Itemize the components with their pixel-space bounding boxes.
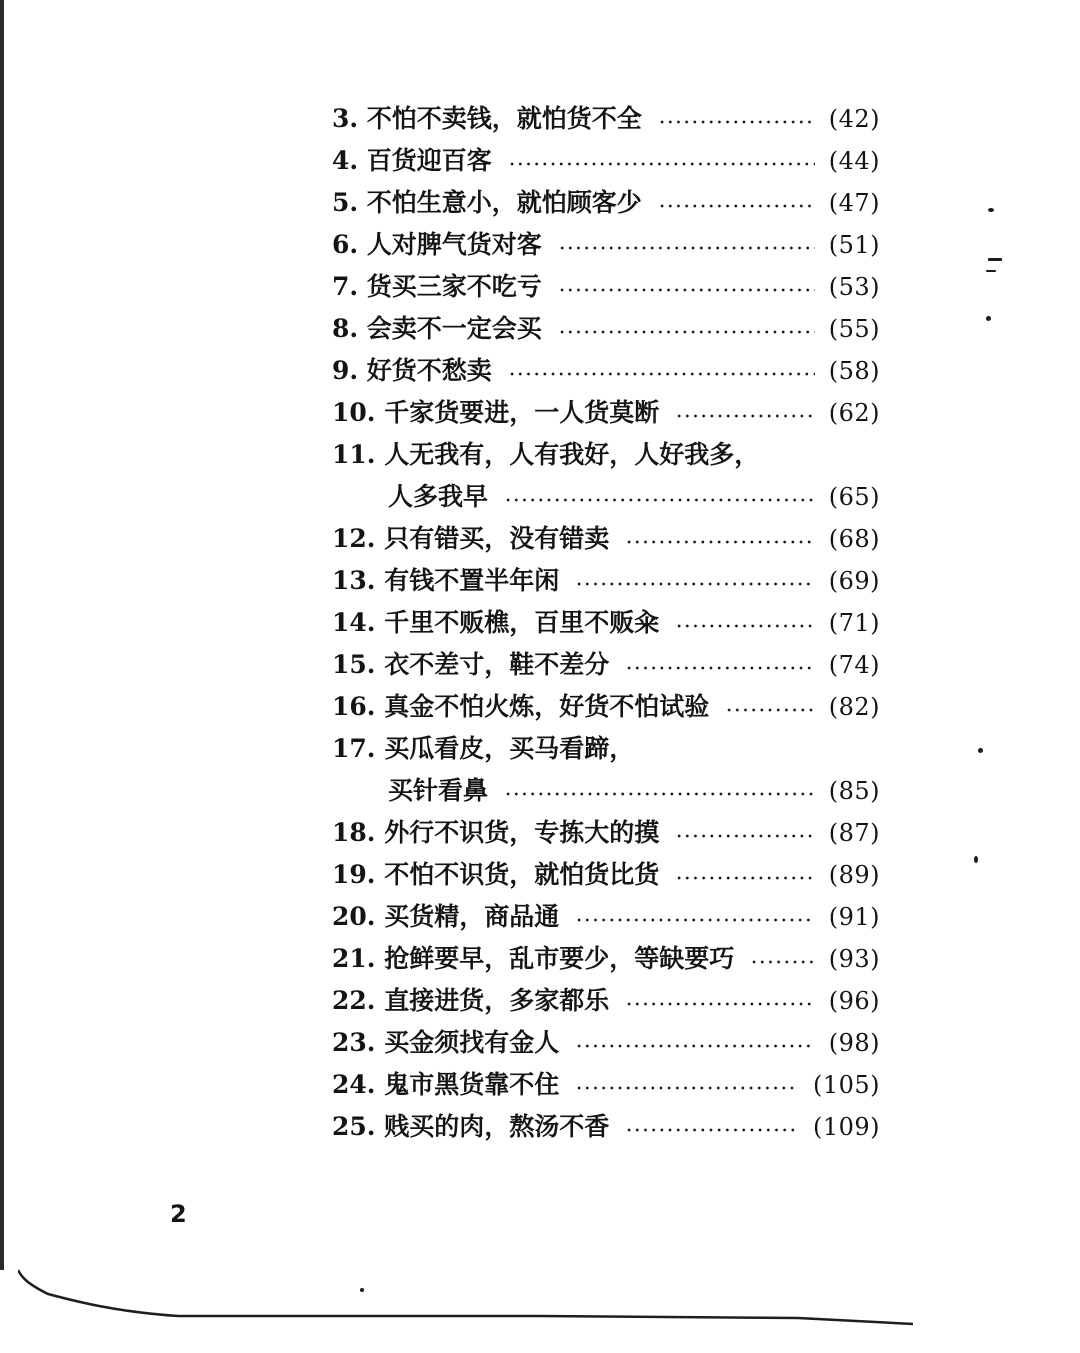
toc-leader-dots (504, 792, 815, 796)
toc-entry-title: 18. 外行不识货，专拣大的摸 (332, 818, 660, 847)
toc-entry-page: (87) (828, 819, 880, 847)
toc-entry-page: (55) (828, 315, 880, 343)
toc-entry-page: (44) (828, 147, 880, 175)
scan-speck (978, 748, 983, 753)
toc-entry (332, 686, 880, 728)
toc-leader-dots (508, 162, 815, 166)
toc-entry-title: 11. 人无我有，人有我好，人好我多， (332, 440, 760, 469)
toc-entry (332, 728, 880, 770)
toc-entry-title: 人多我早 (388, 482, 489, 511)
toc-entry-page: (69) (828, 567, 880, 595)
toc-entry-page: (47) (828, 189, 880, 217)
page-number: 2 (170, 1200, 187, 1228)
scan-speck (986, 316, 991, 321)
toc-entry-page: (89) (828, 861, 880, 889)
toc-leader-dots (575, 582, 815, 586)
toc-entry (332, 812, 880, 854)
toc-leader-dots (675, 624, 815, 628)
toc-entry-title: 买针看鼻 (388, 776, 489, 805)
toc-entry-page: (91) (828, 903, 880, 931)
toc-entry-title: 13. 有钱不置半年闲 (332, 566, 560, 595)
toc-entry-title: 3. 不怕不卖钱，就怕货不全 (332, 104, 642, 133)
toc-entry-page: (68) (828, 525, 880, 553)
toc-entry-title: 24. 鬼市黑货靠不住 (332, 1070, 560, 1099)
toc-entry (332, 560, 880, 602)
toc-entry (332, 350, 880, 392)
toc-entry (332, 896, 880, 938)
toc-entry-page: (62) (828, 399, 880, 427)
scan-speck (986, 270, 996, 272)
toc-leader-dots (504, 498, 815, 502)
toc-entry-continuation (332, 476, 880, 518)
toc-leader-dots (625, 540, 815, 544)
toc-leader-dots (575, 1086, 799, 1090)
toc-entry-title: 17. 买瓜看皮，买马看蹄， (332, 734, 635, 763)
toc-entry-page: (105) (812, 1071, 880, 1099)
toc-entry-title: 5. 不怕生意小，就怕顾客少 (332, 188, 642, 217)
toc-leader-dots (675, 414, 815, 418)
toc-leader-dots (658, 120, 815, 124)
toc-entry-page: (42) (828, 105, 880, 133)
toc-entry-page: (53) (828, 273, 880, 301)
toc-leader-dots (508, 372, 815, 376)
toc-entry (332, 140, 880, 182)
toc-entry (332, 854, 880, 896)
toc-entry (332, 602, 880, 644)
toc-leader-dots (558, 288, 815, 292)
toc-entry (332, 98, 880, 140)
toc-entry (332, 392, 880, 434)
scan-speck (974, 856, 978, 863)
page-left-edge (0, 0, 4, 1270)
toc-entry-page: (98) (828, 1029, 880, 1057)
toc-entry-title: 8. 会卖不一定会买 (332, 314, 542, 343)
toc-entry (332, 434, 880, 476)
scan-bottom-edge-line (18, 1268, 913, 1328)
toc-entry-title: 12. 只有错买，没有错卖 (332, 524, 610, 553)
toc-entry (332, 644, 880, 686)
toc-entry-page: (85) (828, 777, 880, 805)
toc-entry-page: (74) (828, 651, 880, 679)
toc-leader-dots (575, 1044, 815, 1048)
toc-leader-dots (725, 708, 815, 712)
scan-speck (988, 208, 994, 212)
toc-leader-dots (558, 246, 815, 250)
toc-entry-title: 25. 贱买的肉，熬汤不香 (332, 1112, 610, 1141)
toc-entry (332, 980, 880, 1022)
toc-entry-page: (51) (828, 231, 880, 259)
toc-entry-title: 6. 人对脾气货对客 (332, 230, 542, 259)
toc-entry-title: 15. 衣不差寸，鞋不差分 (332, 650, 610, 679)
toc-entry-page: (71) (828, 609, 880, 637)
toc-leader-dots (625, 1128, 799, 1132)
toc-entry (332, 938, 880, 980)
toc-entry (332, 224, 880, 266)
toc-entry (332, 266, 880, 308)
toc-leader-dots (750, 960, 815, 964)
toc-entry-title: 14. 千里不贩樵，百里不贩籴 (332, 608, 660, 637)
toc-entry-title: 19. 不怕不识货，就怕货比货 (332, 860, 660, 889)
toc-entry-page: (93) (828, 945, 880, 973)
toc-entry-title: 7. 货买三家不吃亏 (332, 272, 542, 301)
toc-leader-dots (625, 666, 815, 670)
scan-speck (988, 258, 1002, 261)
toc-entry (332, 518, 880, 560)
toc-entry-page: (65) (828, 483, 880, 511)
toc-entry-page: (58) (828, 357, 880, 385)
toc-entry-title: 23. 买金须找有金人 (332, 1028, 560, 1057)
toc-leader-dots (625, 1002, 815, 1006)
toc-entry-continuation (332, 770, 880, 812)
toc-leader-dots (658, 204, 815, 208)
toc-entry-page: (109) (812, 1113, 880, 1141)
toc-entry-title: 16. 真金不怕火炼，好货不怕试验 (332, 692, 710, 721)
table-of-contents (332, 98, 880, 1148)
toc-entry-title: 20. 买货精，商品通 (332, 902, 560, 931)
toc-entry (332, 1064, 880, 1106)
toc-leader-dots (675, 876, 815, 880)
toc-entry (332, 1106, 880, 1148)
toc-entry (332, 308, 880, 350)
toc-entry-title: 10. 千家货要进，一人货莫断 (332, 398, 660, 427)
toc-entry-page: (82) (828, 693, 880, 721)
toc-leader-dots (675, 834, 815, 838)
toc-leader-dots (575, 918, 815, 922)
toc-entry (332, 1022, 880, 1064)
toc-entry-title: 4. 百货迎百客 (332, 146, 492, 175)
toc-entry-title: 22. 直接进货，多家都乐 (332, 986, 610, 1015)
toc-leader-dots (558, 330, 815, 334)
toc-entry-title: 9. 好货不愁卖 (332, 356, 492, 385)
toc-entry-title: 21. 抢鲜要早，乱市要少，等缺要巧 (332, 944, 735, 973)
toc-entry-page: (96) (828, 987, 880, 1015)
toc-entry (332, 182, 880, 224)
